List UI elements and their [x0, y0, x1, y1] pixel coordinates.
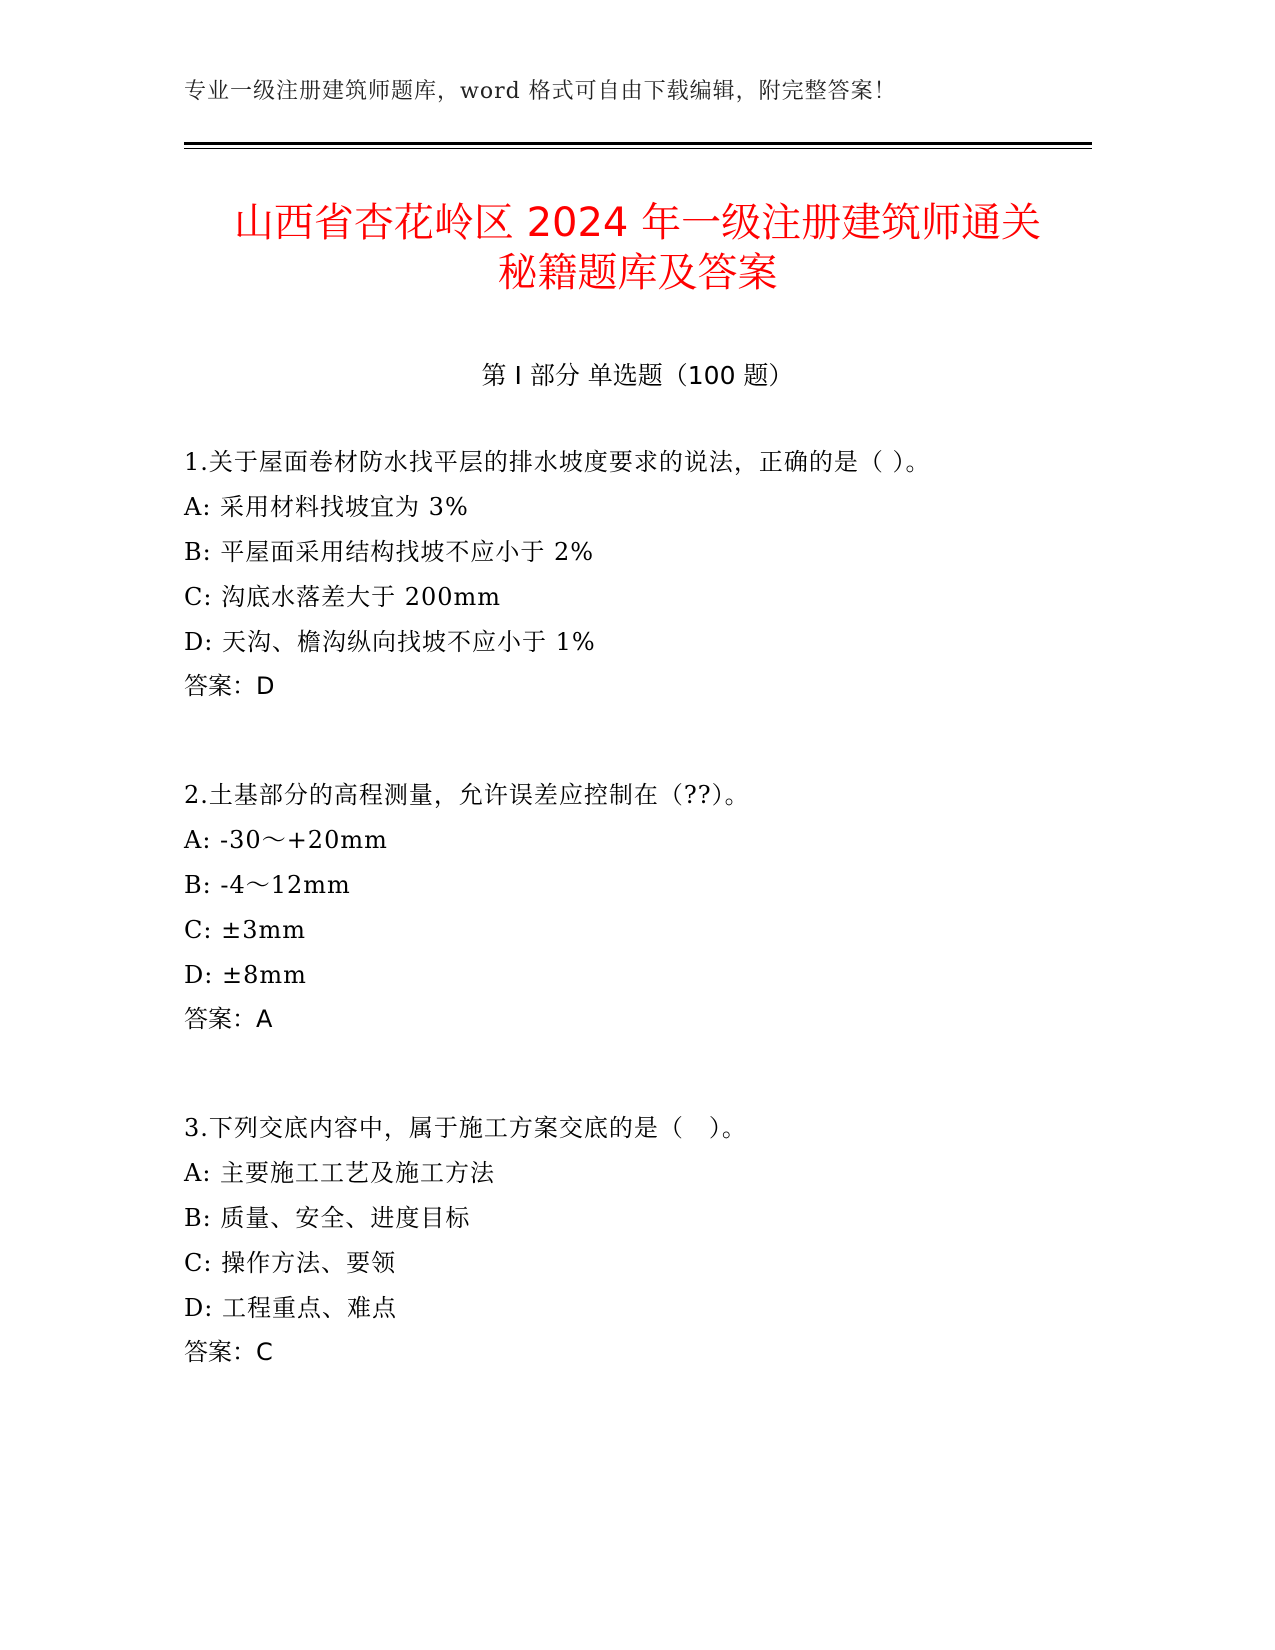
option-a: A: 主要施工工艺及施工方法	[184, 1159, 496, 1187]
answer: 答案：C	[184, 1338, 273, 1366]
question-stem: 3.下列交底内容中，属于施工方案交底的是（ ）。	[184, 1114, 747, 1142]
option-c: C: ±3mm	[184, 916, 306, 944]
header-note: 专业一级注册建筑师题库，word 格式可自由下载编辑，附完整答案！	[184, 79, 897, 104]
option-c: C: 操作方法、要领	[184, 1249, 397, 1277]
document-title-line-1: 山西省杏花岭区 2024 年一级注册建筑师通关	[233, 200, 1042, 246]
question-3	[184, 1106, 1104, 1373]
question-2	[184, 773, 1104, 1040]
option-a: A: 采用材料找坡宜为 3%	[184, 493, 469, 521]
document-title	[150, 198, 1125, 298]
answer: 答案：A	[184, 1005, 273, 1033]
question-1	[184, 440, 1104, 707]
answer: 答案：D	[184, 672, 275, 700]
option-d: D: 天沟、檐沟纵向找坡不应小于 1%	[184, 628, 596, 656]
section-title: 第 I 部分 单选题（100 题）	[481, 361, 794, 390]
option-a: A: -30～+20mm	[184, 826, 388, 854]
option-d: D: 工程重点、难点	[184, 1294, 397, 1322]
option-b: B: 质量、安全、进度目标	[184, 1204, 471, 1232]
option-c: C: 沟底水落差大于 200mm	[184, 583, 502, 611]
question-list	[184, 440, 1104, 1439]
option-b: B: 平屋面采用结构找坡不应小于 2%	[184, 538, 595, 566]
option-d: D: ±8mm	[184, 961, 307, 989]
question-stem: 2.土基部分的高程测量，允许误差应控制在（??）。	[184, 781, 750, 809]
header-divider-thick	[184, 142, 1092, 145]
question-stem: 1.关于屋面卷材防水找平层的排水坡度要求的说法，正确的是（ ）。	[184, 448, 931, 476]
header-divider-thin	[184, 148, 1092, 149]
document-title-line-2: 秘籍题库及答案	[497, 250, 778, 296]
option-b: B: -4～12mm	[184, 871, 351, 899]
